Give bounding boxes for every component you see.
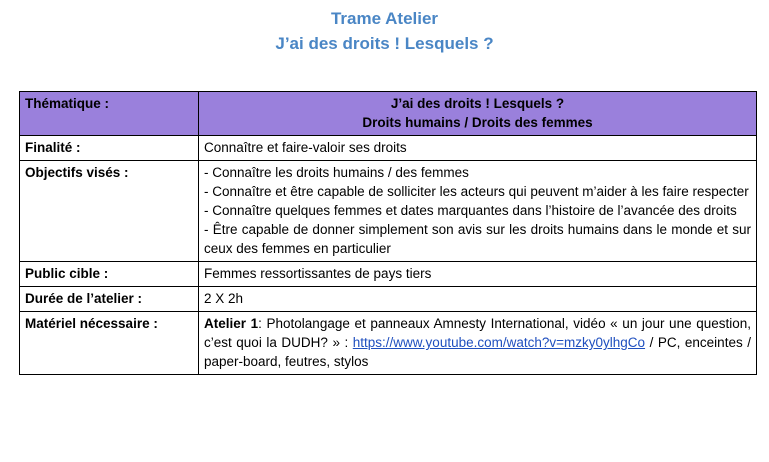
- thematique-value-line-2: Droits humains / Droits des femmes: [362, 115, 593, 130]
- objectif-item: - Connaître les droits humains / des femmes: [204, 165, 469, 180]
- table-row-thematique: [20, 92, 757, 136]
- table-row-materiel: [20, 312, 757, 375]
- title-line-2: J’ai des droits ! Lesquels ?: [275, 34, 494, 53]
- youtube-link[interactable]: https://www.youtube.com/watch?v=mzky0ylhgCo: [352, 335, 646, 350]
- finalite-label: Finalité :: [20, 136, 199, 161]
- objectif-item: - Connaître quelques femmes et dates marquantes dans l’histoire de l’avancée des droits: [204, 203, 737, 218]
- objectifs-label: Objectifs visés :: [20, 161, 199, 262]
- workshop-table: [19, 91, 757, 375]
- title-line-1: Trame Atelier: [330, 9, 439, 28]
- thematique-value: [199, 92, 757, 136]
- public-value: Femmes ressortissantes de pays tiers: [199, 262, 757, 287]
- thematique-label: Thématique :: [20, 92, 199, 136]
- atelier-colon: :: [258, 316, 262, 331]
- materiel-value: [199, 312, 757, 375]
- finalite-value: Connaître et faire-valoir ses droits: [199, 136, 757, 161]
- materiel-label: Matériel nécessaire :: [20, 312, 199, 375]
- thematique-value-line-1: J’ai des droits ! Lesquels ?: [390, 96, 565, 111]
- materiel-text-before-link: Photolangage et panneaux Amnesty International, vidéo « un jour une question, c’est quoi la DUDH? » :: [204, 316, 751, 350]
- objectif-item: - Connaître et être capable de solliciter les acteurs qui peuvent m’aider à les faire respecter: [204, 184, 749, 199]
- public-label: Public cible :: [20, 262, 199, 287]
- table-row-objectifs: [20, 161, 757, 262]
- materiel-text-after-link: / PC, enceintes / paper-board, feutres, stylos: [204, 335, 751, 369]
- document-title: [0, 6, 769, 56]
- table-row-public: [20, 262, 757, 287]
- duree-value: 2 X 2h: [199, 287, 757, 312]
- objectifs-value: [199, 161, 757, 262]
- objectif-item: - Être capable de donner simplement son avis sur les droits humains dans le monde et sur ceux des femmes en particulier: [204, 222, 751, 256]
- atelier-label: Atelier 1: [204, 316, 259, 331]
- table-row-duree: [20, 287, 757, 312]
- table-row-finalite: [20, 136, 757, 161]
- duree-label: Durée de l’atelier :: [20, 287, 199, 312]
